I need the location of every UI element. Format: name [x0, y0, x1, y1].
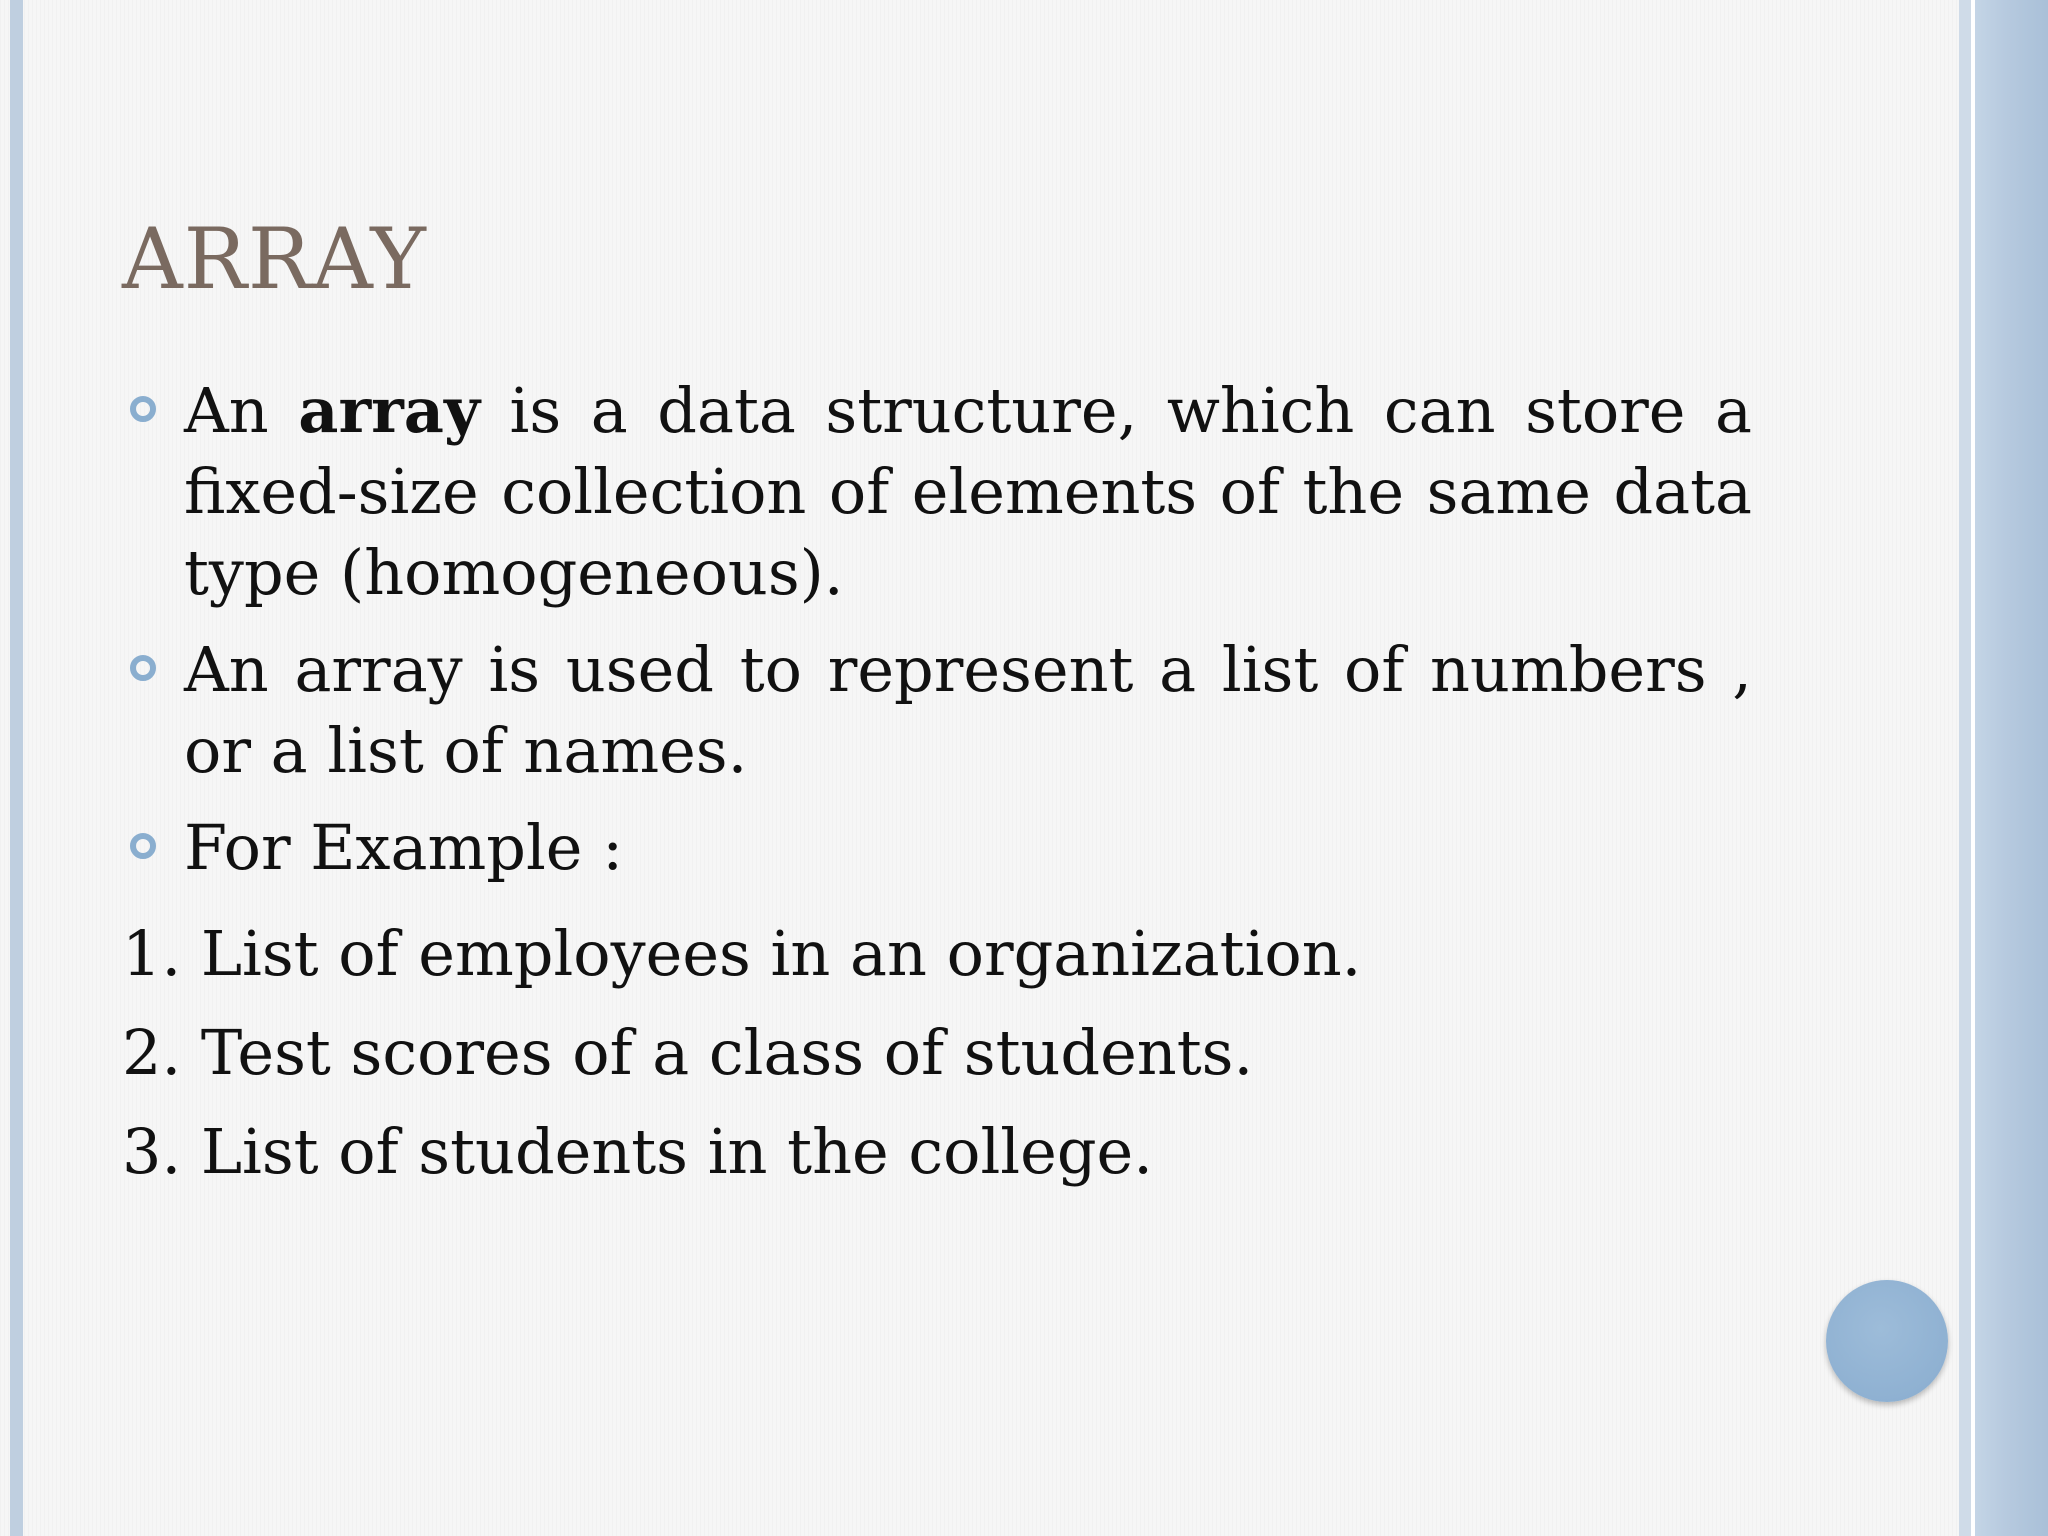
example-item-3: 3. List of students in the college.	[122, 1115, 1153, 1188]
right-border-band	[1975, 0, 2048, 1536]
left-border-band	[10, 0, 23, 1536]
example-item-2: 2. Test scores of a class of students.	[122, 1016, 1254, 1089]
bullet-text-suffix: is a data structure, which can store a fixed-size collection of elements of the same data type (homogeneous).	[184, 374, 1752, 609]
bullet-text: An array is used to represent a list of numbers , or a list of names.	[184, 633, 1752, 787]
bullet-text: For Example :	[184, 811, 624, 884]
bullet-item-definition	[122, 370, 1752, 613]
bullet-circle-icon	[130, 396, 156, 422]
slide-title: ARRAY	[122, 210, 427, 308]
bullet-item-usage	[122, 629, 1752, 791]
bullet-text-bold-term: array	[298, 374, 480, 447]
bullet-text-prefix: An	[184, 374, 299, 447]
right-border-band-light	[1959, 0, 1971, 1536]
example-item-1: 1. List of employees in an organization.	[122, 917, 1362, 990]
decorative-circle	[1826, 1280, 1948, 1402]
bullet-circle-icon	[130, 655, 156, 681]
slide-content	[122, 370, 1752, 1201]
bullet-circle-icon	[130, 833, 156, 859]
bullet-item-example-heading	[122, 807, 1752, 888]
